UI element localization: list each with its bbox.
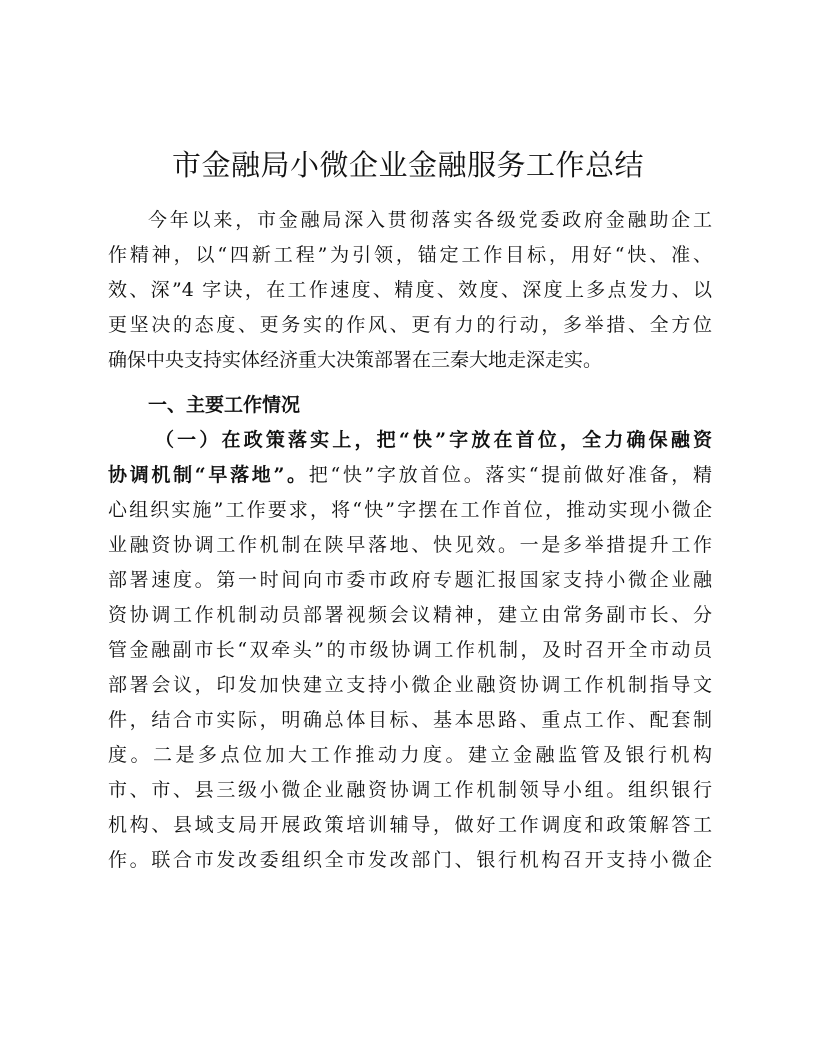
body-line: 心组织实施”工作要求，将“快”字摆在工作首位，推动实现小微企 [108,499,712,521]
subsection-heading-continuation [108,460,712,490]
body-text-start: 把“快”字放首位。落实“提前做好准备，精 [308,464,712,486]
body-line: 机构、县域支局开展政策培训辅导，做好工作调度和政策解答工 [108,814,712,836]
body-line: 部署会议，印发加快建立支持小微企业融资协调工作机制指导文 [108,674,712,696]
intro-line: 效、深”4 字诀，在工作速度、精度、效度、深度上多点发力、以 [108,279,712,301]
subsection-heading: （一）在政策落实上，把“快”字放在首位，全力确保融资 [155,429,712,451]
section-heading: 一、主要工作情况 [148,394,301,416]
body-line: 市、市、县三级小微企业融资协调工作机制领导小组。组织银行 [108,779,712,801]
body-line: 业融资协调工作机制在陕早落地、快见效。一是多举措提升工作 [108,534,712,556]
intro-line: 确保中央支持实体经济重大决策部署在三秦大地走深走实。 [108,349,603,371]
intro-line: 更坚决的态度、更务实的作风、更有力的行动，多举措、全方位 [108,314,712,336]
subsection-heading-tail: 协调机制“早落地”。 [108,464,309,486]
body-line: 部署速度。第一时间向市委市政府专题汇报国家支持小微企业融 [108,569,712,591]
intro-line: 今年以来，市金融局深入贯彻落实各级党委政府金融助企工 [148,209,712,231]
body-line: 管金融副市长“双牵头”的市级协调工作机制，及时召开全市动员 [108,639,712,661]
intro-line: 作精神，以“四新工程”为引领，锚定工作目标，用好“快、准、 [108,244,712,266]
body-line: 资协调工作机制动员部署视频会议精神，建立由常务副市长、分 [108,604,712,626]
body-line: 作。联合市发改委组织全市发改部门、银行机构召开支持小微企 [108,849,712,871]
document-title: 市金融局小微企业金融服务工作总结 [171,148,644,182]
body-line: 件，结合市实际，明确总体目标、基本思路、重点工作、配套制 [108,709,712,731]
body-line: 度。二是多点位加大工作推动力度。建立金融监管及银行机构 [108,744,712,766]
